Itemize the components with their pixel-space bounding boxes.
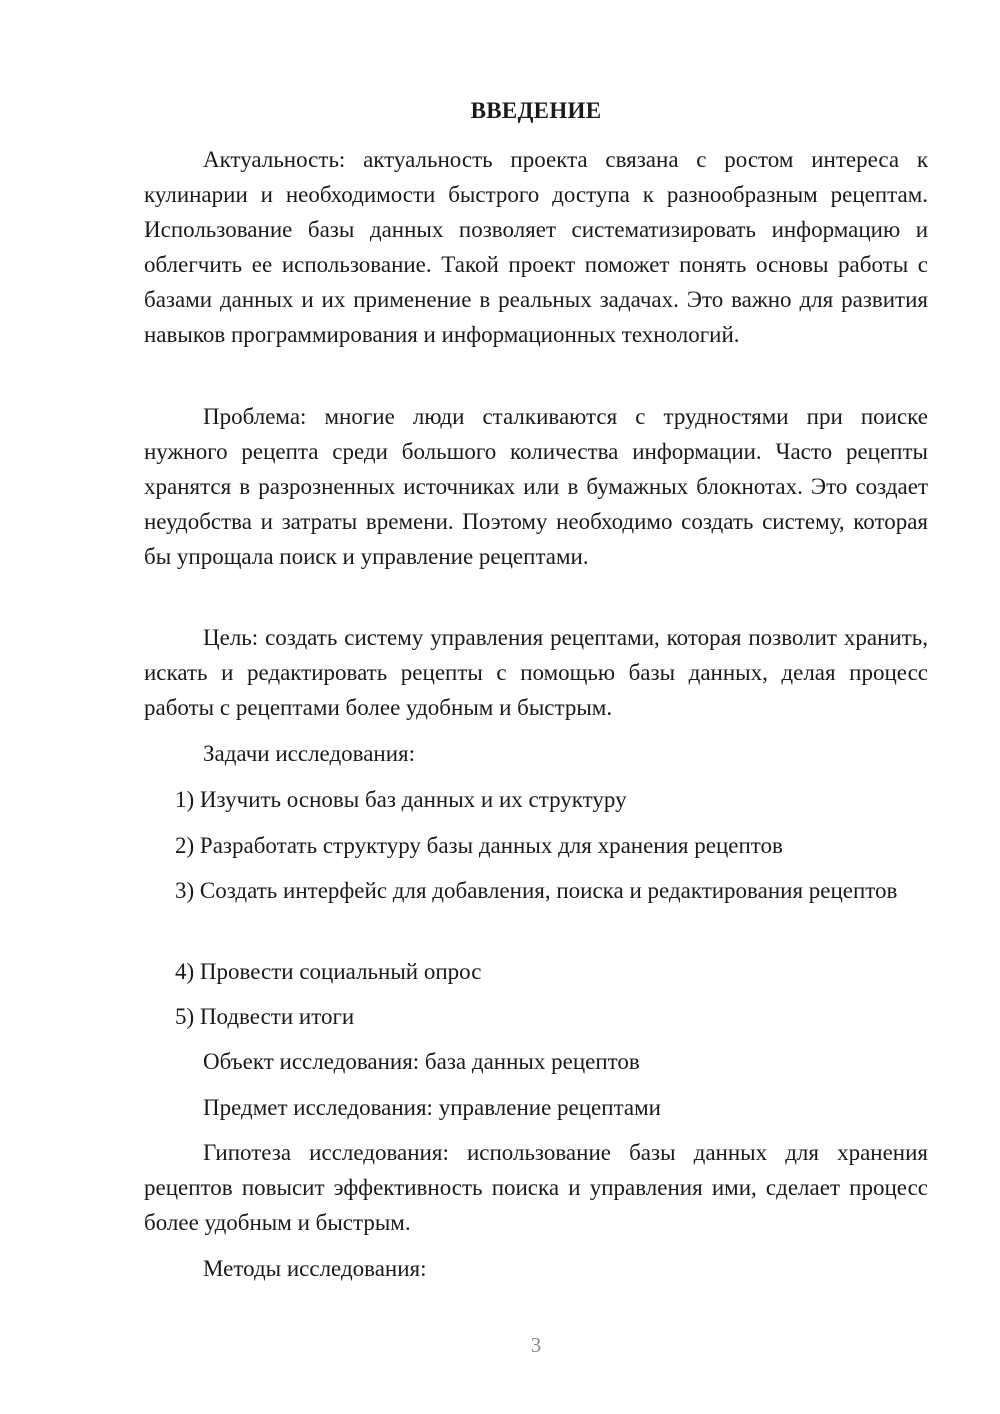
hypothesis-paragraph: Гипотеза исследования: использование базы данных для хранения рецептов повысит эффективность поиска и управления ими, сделает процесс более удобным и быстрым.: [144, 1140, 928, 1235]
task-item: 3) Создать интерфейс для добавления, поиска и редактирования рецептов: [175, 878, 898, 903]
tasks-heading: Задачи исследования:: [203, 741, 416, 766]
task-item: 2) Разработать структуру базы данных для хранения рецептов: [175, 833, 783, 858]
page-number: 3: [530, 1333, 542, 1357]
research-object: Объект исследования: база данных рецептов: [203, 1049, 640, 1074]
section-title: ВВЕДЕНИЕ: [470, 98, 602, 123]
goal-paragraph: Цель: создать систему управления рецептами, которая позволит хранить, искать и редактировать рецепты с помощью базы данных, делая процесс работы с рецептами более удобным и быстрым.: [144, 625, 928, 720]
task-item: 5) Подвести итоги: [175, 1004, 355, 1029]
task-item: 4) Провести социальный опрос: [175, 959, 482, 984]
methods-heading: Методы исследования:: [203, 1256, 427, 1281]
problem-paragraph: Проблема: многие люди сталкиваются с трудностями при поиске нужного рецепта среди большого количества информации. Часто рецепты хранятся в разрозненных источниках или в бумажных блокнотах. Это создает неудобства и затраты времени. Поэтому необходимо создать систему, которая бы упрощала поиск и управление рецептами.: [144, 404, 928, 569]
document-page: [144, 0, 928, 1414]
research-subject: Предмет исследования: управление рецептами: [203, 1095, 661, 1120]
task-item: 1) Изучить основы баз данных и их структуру: [175, 787, 627, 812]
relevance-paragraph: Актуальность: актуальность проекта связана с ростом интереса к кулинарии и необходимости быстрого доступа к разнообразным рецептам. Использование базы данных позволяет систематизировать информацию и облегчить ее использование. Такой проект поможет понять основы работы с базами данных и их применение в реальных задачах. Это важно для развития навыков программирования и информационных технологий.: [144, 147, 928, 347]
